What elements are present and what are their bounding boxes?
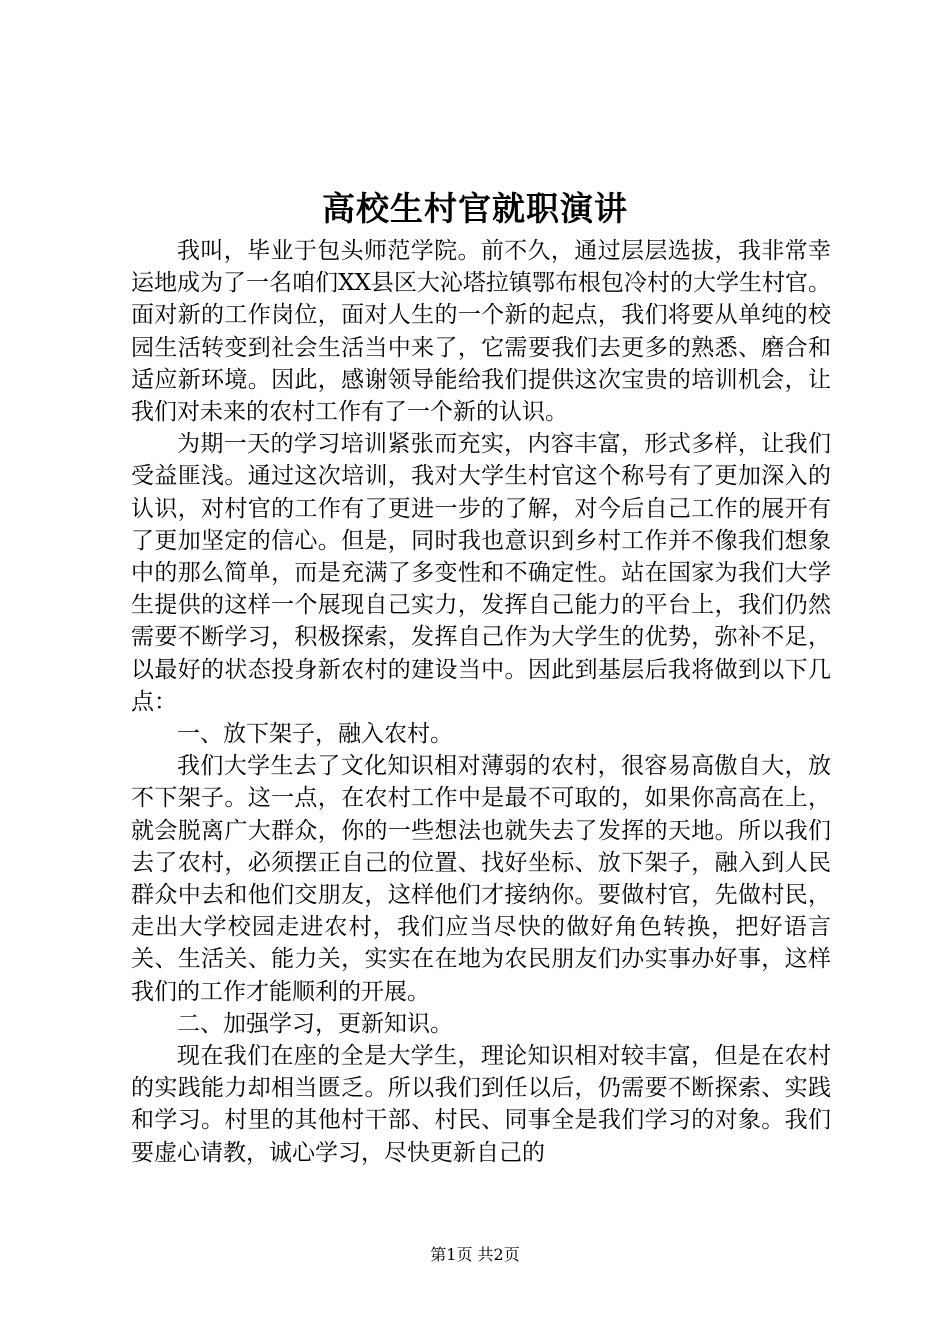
document-body [131, 235, 831, 1169]
paragraph-training: 为期一天的学习培训紧张而充实，内容丰富，形式多样，让我们受益匪浅。通过这次培训，我对大学生村官这个称号有了更加深入的认识，对村官的工作有了更进一步的了解，对今后自己工作的展开有了更加坚定的信心。但是，同时我也意识到乡村工作并不像我们想象中的那么简单，而是充满了多变性和不确定性。站在国家为我们大学生提供的这样一个展现自己实力，发挥自己能力的平台上，我们仍然需要不断学习，积极探索，发挥自己作为大学生的优势，弥补不足，以最好的状态投身新农村的建设当中。因此到基层后我将做到以下几点： [131, 431, 831, 715]
paragraph-intro: 我叫，毕业于包头师范学院。前不久，通过层层选拔，我非常幸运地成为了一名咱们XX县区大沁塔拉镇鄂布根包冷村的大学生村官。面对新的工作岗位，面对人生的一个新的起点，我们将要从单纯的校园生活转变到社会生活当中来了，它需要我们去更多的熟悉、磨合和适应新环境。因此，感谢领导能给我们提供这次宝贵的培训机会，让我们对未来的农村工作有了一个新的认识。 [131, 238, 831, 426]
paragraph-point-one: 我们大学生去了文化知识相对薄弱的农村，很容易高傲自大，放不下架子。这一点，在农村工作中是最不可取的，如果你高高在上，就会脱离广大群众，你的一些想法也就失去了发挥的天地。所以我们去了农村，必须摆正自己的位置、找好坐标、放下架子，融入到人民群众中去和他们交朋友，这样他们才接纳你。要做村官，先做村民，走出大学校园走进农村，我们应当尽快的做好角色转换，把好语言关、生活关、能力关，实实在在地为农民朋友们办实事办好事，这样我们的工作才能顺利的开展。 [131, 753, 831, 1005]
document-title: 高校生村官就职演讲 [322, 189, 628, 228]
page-footer: 第1页 共2页 [430, 1245, 520, 1264]
paragraph-point-two: 现在我们在座的全是大学生，理论知识相对较丰富，但是在农村的实践能力却相当匮乏。所以我们到任以后，仍需要不断探索、实践和学习。村里的其他村干部、村民、同事全是我们学习的对象。我们要虚心请教，诚心学习，尽快更新自己的 [131, 1043, 831, 1166]
heading-point-two: 二、加强学习，更新知识。 [177, 1010, 453, 1037]
heading-point-one: 一、放下架子，融入农村。 [177, 721, 453, 748]
